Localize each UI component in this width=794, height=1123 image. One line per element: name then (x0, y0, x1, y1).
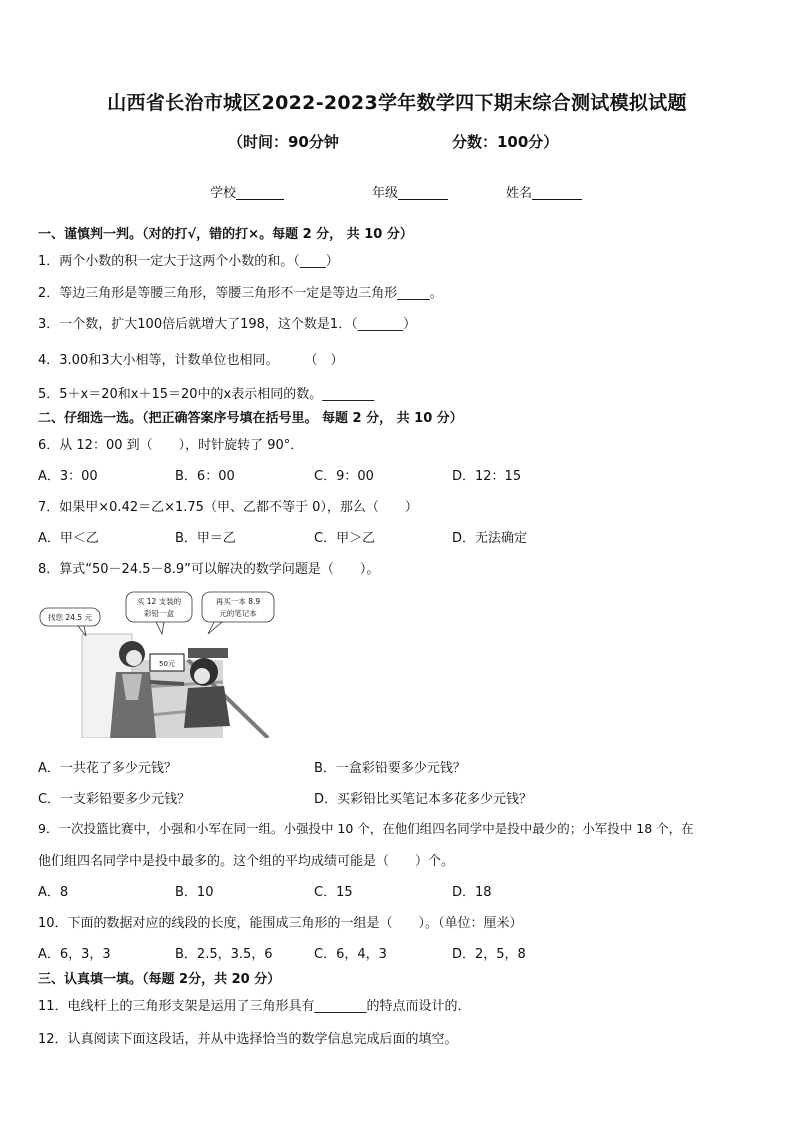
q10-option-c: C．6，4，3 (314, 947, 387, 962)
q9-option-d: D．18 (452, 885, 492, 900)
q9-option-a: A．8 (38, 885, 69, 900)
question-6: 6．从 12：00 到（ ），时针旋转了 90°． (38, 438, 304, 453)
question-4: 4．3.00和3大小相等，计数单位也相同。 （ ） (38, 353, 344, 368)
q7-option-c: C．甲＞乙 (314, 531, 376, 546)
bubble-change: 找您 24.5 元 (48, 613, 92, 622)
question-5: 5．5＋x＝20和x＋15＝20中的x表示相同的数。________ (38, 387, 375, 402)
name-blank[interactable] (532, 186, 582, 200)
q10-option-d: D．2，5，8 (452, 947, 526, 962)
q10-option-a: A．6，3，3 (38, 947, 111, 962)
q9-option-b: B．10 (175, 885, 214, 900)
question-1: 1．两个小数的积一定大于这两个小数的和。（____） (38, 254, 339, 269)
question-10: 10．下面的数据对应的线段的长度，能围成三角形的一组是（ ）。（单位：厘米） (38, 916, 523, 931)
q6-option-a: A．3：00 (38, 469, 98, 484)
q7-option-d: D．无法确定 (452, 531, 528, 546)
question-2: 2．等边三角形是等腰三角形，等腰三角形不一定是等边三角形_____。 (38, 286, 443, 301)
q8-option-c: C．一支彩铅要多少元钱？ (38, 792, 191, 807)
q8-option-d: D．买彩铅比买笔记本多花多少元钱？ (314, 792, 533, 807)
q7-option-a: A．甲＜乙 (38, 531, 99, 546)
question-9-line2: 他们组四名同学中是投中最多的。这个组的平均成绩可能是（ ）个。 (38, 854, 455, 869)
question-3: 3．一个数，扩大100倍后就增大了198，这个数是1．（_______） (38, 317, 417, 332)
bubble-pencils-line1: 买 12 支装的 (136, 597, 182, 606)
grade-field[interactable] (372, 182, 448, 201)
q8-option-b: B．一盒彩铅要多少元钱？ (314, 761, 466, 776)
shopping-illustration (38, 590, 278, 738)
exam-score: 分数：100分） (452, 133, 559, 151)
q7-option-b: B．甲＝乙 (175, 531, 236, 546)
grade-blank[interactable] (398, 186, 448, 200)
question-7: 7．如果甲×0.42＝乙×1.75（甲、乙都不等于 0），那么（ ） (38, 500, 418, 515)
question-11: 11．电线杆上的三角形支架是运用了三角形具有________的特点而设计的． (38, 999, 471, 1014)
question-9-line1: 9．一次投篮比赛中，小强和小军在同一组。小强投中 10 个，在他们组四名同学中是投中最少的；小军投中 18 个，在 (38, 821, 694, 836)
q6-option-c: C．9：00 (314, 469, 374, 484)
section3-heading: 三、认真填一填。（每题 2分，共 20 分） (38, 972, 281, 987)
name-field[interactable] (506, 182, 582, 201)
q6-option-b: B．6：00 (175, 469, 235, 484)
exam-time: （时间：90分钟 (228, 133, 339, 151)
name-label: 姓名 (506, 186, 533, 201)
bill-label: 50元 (159, 660, 175, 668)
bubble-notebook-line2: 元的笔记本 (219, 609, 257, 618)
grade-label: 年级 (372, 186, 399, 201)
section1-heading: 一、谨慎判一判。（对的打√，错的打×。每题 2 分， 共 10 分） (38, 227, 413, 242)
page-title: 山西省长治市城区2022-2023学年数学四下期末综合测试模拟试题 (107, 92, 687, 114)
school-field[interactable] (210, 182, 284, 201)
bubble-pencils-line2: 彩铅一盒 (144, 609, 174, 618)
q9-option-c: C．15 (314, 885, 353, 900)
q6-option-d: D．12：15 (452, 469, 522, 484)
question-12: 12．认真阅读下面这段话，并从中选择恰当的数学信息完成后面的填空。 (38, 1032, 458, 1047)
school-blank[interactable] (236, 186, 284, 200)
q8-option-a: A．一共花了多少元钱？ (38, 761, 177, 776)
q10-option-b: B．2.5，3.5，6 (175, 947, 273, 962)
question-8: 8．算式“50－24.5－8.9”可以解决的数学问题是（ ）。 (38, 562, 380, 577)
bubble-notebook-line1: 再买一本 8.9 (215, 597, 261, 606)
section2-heading: 二、仔细选一选。（把正确答案序号填在括号里。 每题 2 分， 共 10 分） (38, 411, 463, 426)
school-label: 学校 (210, 186, 237, 201)
